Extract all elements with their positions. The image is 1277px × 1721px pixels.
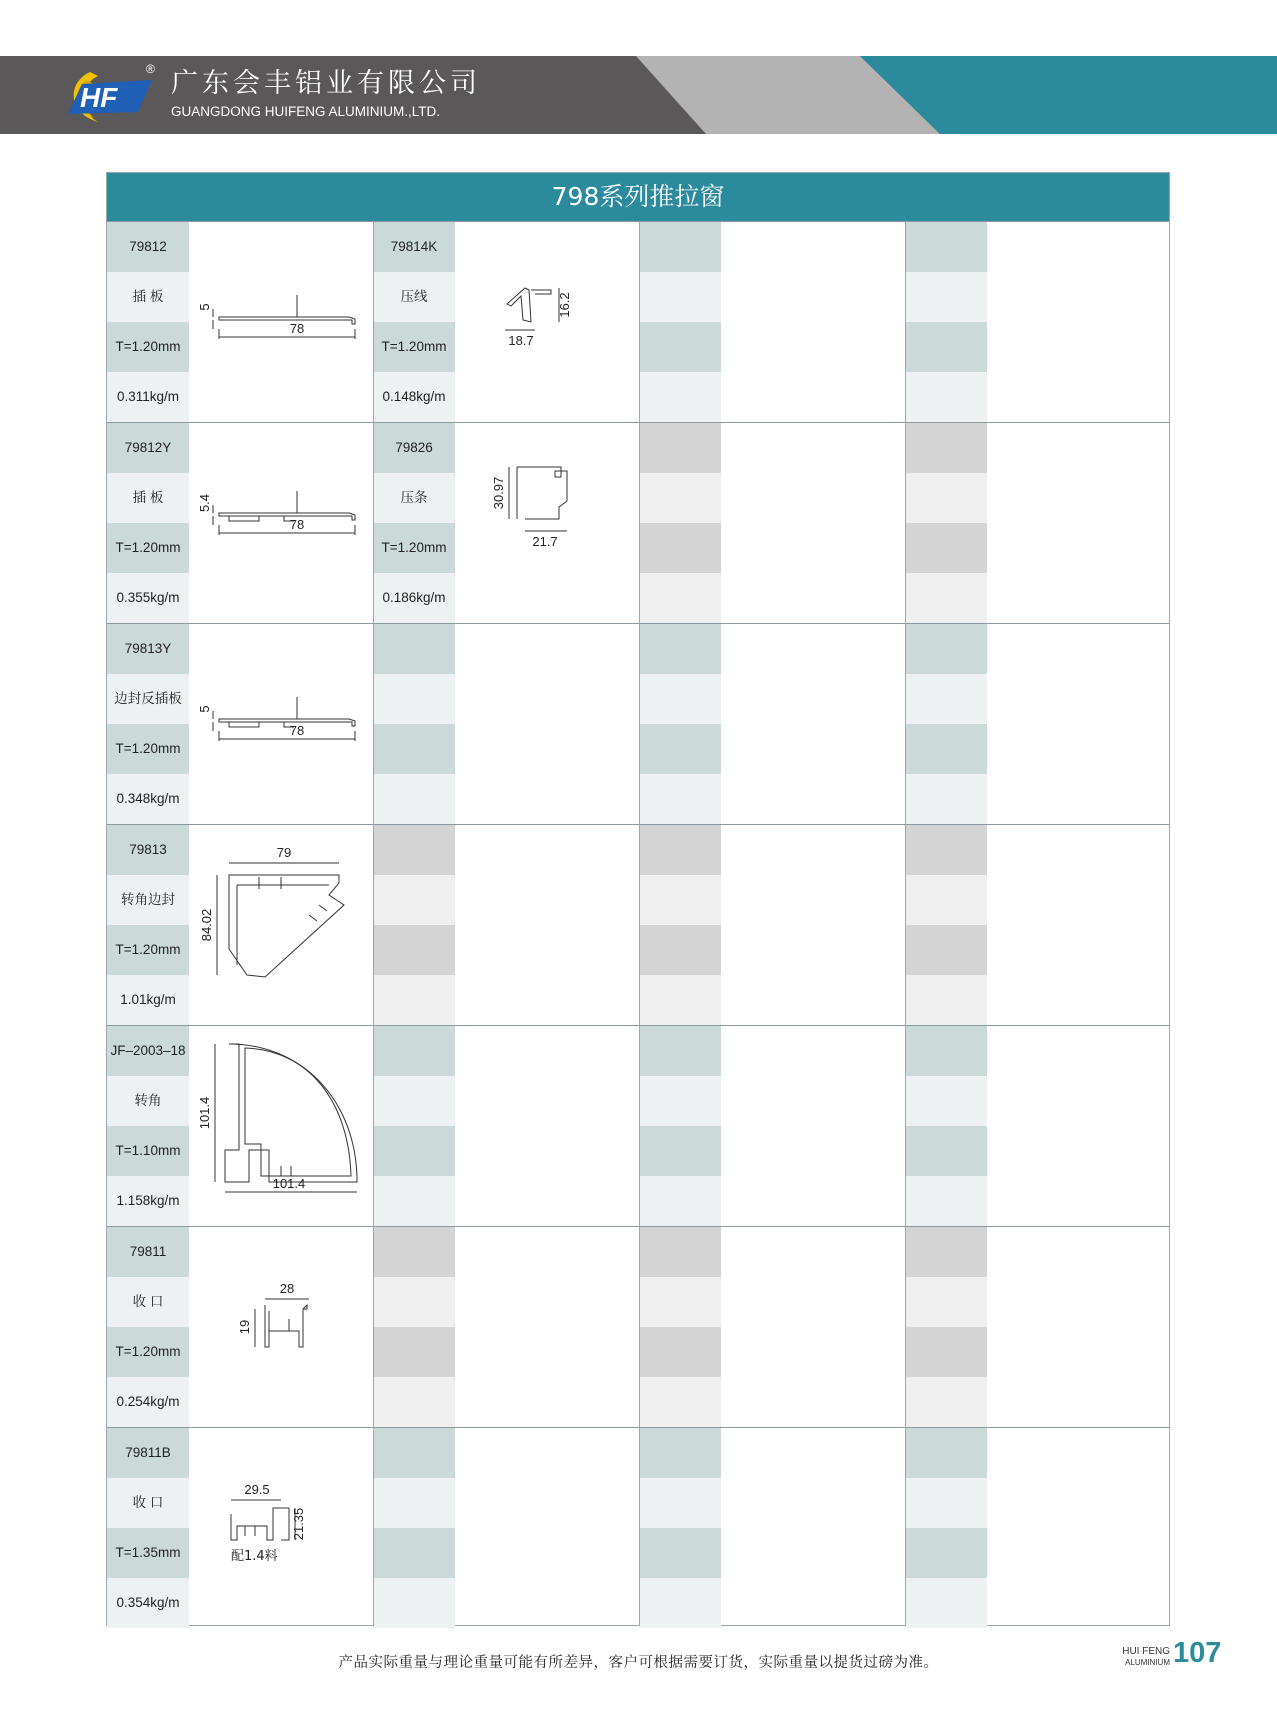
empty-label-slot	[639, 1076, 721, 1126]
empty-label-slot	[639, 272, 721, 322]
profile-shape	[507, 288, 531, 322]
empty-label-slot	[639, 1227, 721, 1277]
product-thickness: T=1.20mm	[107, 322, 189, 372]
empty-label-slot	[905, 523, 987, 573]
product-thickness: T=1.20mm	[107, 925, 189, 975]
dimension-label: 78	[289, 517, 305, 532]
product-label-column	[639, 1227, 721, 1427]
product-name: 边封反插板	[107, 674, 189, 724]
product-label-column	[107, 1026, 189, 1226]
empty-label-slot	[639, 222, 721, 272]
empty-label-slot	[373, 1076, 455, 1126]
dimension-label: 30.97	[491, 476, 506, 510]
dimension-label: 28	[279, 1281, 295, 1296]
empty-label-slot	[905, 875, 987, 925]
empty-label-slot	[905, 573, 987, 623]
empty-label-slot	[373, 875, 455, 925]
empty-label-slot	[373, 975, 455, 1025]
dimension-label: 5.4	[197, 493, 212, 513]
empty-product-cell	[373, 825, 639, 1025]
product-label-column	[107, 423, 189, 623]
empty-label-slot	[373, 1478, 455, 1528]
empty-label-slot	[373, 925, 455, 975]
product-label-column	[905, 1428, 987, 1628]
brand-line-1: HUI FENG	[1122, 1646, 1170, 1657]
empty-label-slot	[373, 1428, 455, 1478]
empty-label-slot	[639, 372, 721, 422]
product-catalog-table	[106, 172, 1170, 1626]
product-cell	[107, 222, 373, 422]
empty-product-cell	[373, 1428, 639, 1628]
profile-shape	[219, 513, 355, 520]
product-label-column	[905, 825, 987, 1025]
brand-line-2: ALUMINIUM	[1125, 1658, 1170, 1667]
profile-shape	[219, 317, 355, 324]
empty-label-slot	[639, 875, 721, 925]
product-code: 79811	[107, 1227, 189, 1277]
empty-label-slot	[639, 674, 721, 724]
product-label-column	[905, 1227, 987, 1427]
empty-label-slot	[905, 1528, 987, 1578]
catalog-row	[107, 1226, 1169, 1427]
empty-label-slot	[639, 1026, 721, 1076]
dimension-label: 29.5	[244, 1482, 270, 1497]
column-divider	[639, 221, 640, 1626]
product-label-column	[107, 1227, 189, 1427]
company-name-cn: 广东会丰铝业有限公司	[171, 68, 481, 99]
catalog-row	[107, 1427, 1169, 1628]
profile-drawing	[189, 1227, 373, 1427]
empty-product-cell	[373, 1026, 639, 1226]
product-code: 79812Y	[107, 423, 189, 473]
empty-label-slot	[905, 1277, 987, 1327]
product-name: 插 板	[107, 272, 189, 322]
empty-label-slot	[639, 825, 721, 875]
empty-label-slot	[905, 1176, 987, 1226]
empty-label-slot	[373, 1227, 455, 1277]
empty-label-slot	[373, 1176, 455, 1226]
empty-product-cell	[905, 222, 1171, 422]
empty-label-slot	[905, 322, 987, 372]
empty-label-slot	[639, 1126, 721, 1176]
product-name: 压条	[373, 473, 455, 523]
svg-text:HF: HF	[80, 82, 118, 113]
product-cell	[107, 1227, 373, 1427]
empty-label-slot	[639, 774, 721, 824]
product-label-column	[373, 1428, 455, 1628]
page-header	[0, 56, 1277, 134]
empty-label-slot	[905, 1126, 987, 1176]
empty-product-cell	[905, 423, 1171, 623]
empty-label-slot	[905, 1478, 987, 1528]
dimension-label: 16.2	[557, 292, 572, 318]
dimension-label: 5	[197, 705, 212, 713]
product-code: JF–2003–18	[107, 1026, 189, 1076]
empty-label-slot	[905, 423, 987, 473]
empty-label-slot	[905, 925, 987, 975]
profile-drawing	[189, 624, 373, 824]
empty-product-cell	[373, 1227, 639, 1427]
empty-label-slot	[905, 774, 987, 824]
empty-label-slot	[905, 624, 987, 674]
empty-label-slot	[639, 1176, 721, 1226]
profile-shape	[219, 719, 355, 726]
product-label-column	[373, 624, 455, 824]
empty-label-slot	[905, 372, 987, 422]
empty-label-slot	[373, 1528, 455, 1578]
empty-label-slot	[905, 272, 987, 322]
product-weight: 0.354kg/m	[107, 1578, 189, 1628]
product-weight: 0.348kg/m	[107, 774, 189, 824]
product-label-column	[373, 1227, 455, 1427]
product-label-column	[373, 825, 455, 1025]
profile-drawing	[189, 222, 373, 422]
registered-mark: ®	[146, 62, 155, 76]
product-weight: 0.148kg/m	[373, 372, 455, 422]
dimension-label: 79	[276, 845, 292, 860]
footer-note: 产品实际重量与理论重量可能有所差异，客户可根据需要订货，实际重量以提货过磅为准。	[338, 1655, 939, 1671]
product-name: 压线	[373, 272, 455, 322]
product-label-column	[107, 1428, 189, 1628]
product-thickness: T=1.20mm	[373, 523, 455, 573]
dimension-label: 78	[289, 723, 305, 738]
product-code: 79812	[107, 222, 189, 272]
dimension-label: 18.7	[508, 333, 534, 348]
dimension-label: 21.35	[291, 1507, 306, 1541]
product-code: 79813	[107, 825, 189, 875]
product-label-column	[107, 825, 189, 1025]
product-weight: 0.186kg/m	[373, 573, 455, 623]
empty-label-slot	[639, 1578, 721, 1628]
empty-label-slot	[373, 825, 455, 875]
dimension-label: 21.7	[532, 534, 558, 549]
empty-label-slot	[905, 1327, 987, 1377]
product-label-column	[639, 222, 721, 422]
empty-label-slot	[905, 975, 987, 1025]
product-thickness: T=1.20mm	[107, 523, 189, 573]
product-name: 转角边封	[107, 875, 189, 925]
empty-label-slot	[639, 473, 721, 523]
profile-shape	[231, 1508, 289, 1540]
dimension-label: 78	[289, 321, 305, 336]
empty-label-slot	[639, 925, 721, 975]
column-divider	[905, 221, 906, 1626]
empty-product-cell	[639, 1026, 905, 1226]
product-label-column	[373, 222, 455, 422]
profile-drawing	[189, 423, 373, 623]
empty-label-slot	[639, 573, 721, 623]
empty-label-slot	[905, 825, 987, 875]
page-number: 107	[1173, 1637, 1222, 1669]
empty-label-slot	[905, 674, 987, 724]
empty-label-slot	[639, 1428, 721, 1478]
product-cell	[373, 423, 639, 623]
profile-drawing	[455, 423, 639, 623]
dimension-label: 101.4	[272, 1176, 306, 1191]
profile-note: 配1.4料	[231, 1549, 278, 1564]
product-cell	[107, 1026, 373, 1226]
empty-label-slot	[373, 1578, 455, 1628]
empty-product-cell	[373, 624, 639, 824]
empty-label-slot	[905, 1076, 987, 1126]
empty-label-slot	[373, 1277, 455, 1327]
empty-product-cell	[639, 222, 905, 422]
product-weight: 0.311kg/m	[107, 372, 189, 422]
profile-drawing	[189, 1026, 373, 1226]
product-code: 79811B	[107, 1428, 189, 1478]
product-thickness: T=1.10mm	[107, 1126, 189, 1176]
empty-label-slot	[639, 1478, 721, 1528]
product-label-column	[905, 1026, 987, 1226]
product-label-column	[639, 624, 721, 824]
empty-product-cell	[905, 624, 1171, 824]
catalog-row	[107, 221, 1169, 422]
catalog-title: 798系列推拉窗	[107, 173, 1169, 221]
dimension-label: 19	[237, 1319, 252, 1335]
empty-label-slot	[639, 1277, 721, 1327]
empty-product-cell	[905, 1227, 1171, 1427]
product-thickness: T=1.35mm	[107, 1528, 189, 1578]
product-code: 79813Y	[107, 624, 189, 674]
product-thickness: T=1.20mm	[373, 322, 455, 372]
profile-drawing	[455, 222, 639, 422]
empty-label-slot	[905, 1428, 987, 1478]
empty-label-slot	[373, 774, 455, 824]
product-weight: 0.355kg/m	[107, 573, 189, 623]
product-label-column	[639, 1428, 721, 1628]
empty-label-slot	[905, 473, 987, 523]
empty-product-cell	[639, 1227, 905, 1427]
profile-drawing	[189, 825, 373, 1025]
empty-label-slot	[639, 1528, 721, 1578]
product-thickness: T=1.20mm	[107, 724, 189, 774]
product-thickness: T=1.20mm	[107, 1327, 189, 1377]
product-label-column	[373, 1026, 455, 1226]
column-divider	[373, 221, 374, 1626]
empty-label-slot	[905, 724, 987, 774]
profile-drawing	[189, 1428, 373, 1628]
empty-label-slot	[905, 1026, 987, 1076]
empty-label-slot	[639, 523, 721, 573]
dimension-label: 84.02	[199, 908, 214, 942]
footer-brand	[1110, 1646, 1170, 1668]
empty-label-slot	[905, 1227, 987, 1277]
empty-label-slot	[905, 222, 987, 272]
empty-product-cell	[905, 1428, 1171, 1628]
dimension-label: 101.4	[197, 1096, 212, 1130]
empty-product-cell	[905, 1026, 1171, 1226]
empty-product-cell	[639, 423, 905, 623]
product-label-column	[373, 423, 455, 623]
catalog-row	[107, 623, 1169, 824]
company-name-en: GUANGDONG HUIFENG ALUMINIUM.,LTD.	[171, 104, 441, 119]
product-label-column	[639, 1026, 721, 1226]
empty-product-cell	[639, 624, 905, 824]
product-cell	[107, 825, 373, 1025]
empty-product-cell	[639, 1428, 905, 1628]
empty-label-slot	[639, 724, 721, 774]
product-label-column	[905, 222, 987, 422]
product-cell	[107, 624, 373, 824]
profile-shape	[229, 875, 344, 977]
empty-label-slot	[373, 624, 455, 674]
product-name: 转角	[107, 1076, 189, 1126]
product-label-column	[905, 624, 987, 824]
empty-label-slot	[373, 1126, 455, 1176]
catalog-row	[107, 422, 1169, 623]
empty-label-slot	[905, 1377, 987, 1427]
product-cell	[107, 1428, 373, 1628]
empty-label-slot	[373, 724, 455, 774]
empty-label-slot	[639, 322, 721, 372]
profile-shape	[517, 467, 567, 519]
product-name: 收 口	[107, 1478, 189, 1528]
product-weight: 0.254kg/m	[107, 1377, 189, 1427]
empty-label-slot	[639, 1377, 721, 1427]
empty-label-slot	[373, 1377, 455, 1427]
product-label-column	[639, 423, 721, 623]
product-label-column	[107, 624, 189, 824]
catalog-row	[107, 824, 1169, 1025]
empty-label-slot	[373, 1026, 455, 1076]
empty-label-slot	[373, 1327, 455, 1377]
product-code: 79814K	[373, 222, 455, 272]
empty-label-slot	[639, 624, 721, 674]
product-cell	[107, 423, 373, 623]
product-label-column	[639, 825, 721, 1025]
product-label-column	[905, 423, 987, 623]
product-weight: 1.158kg/m	[107, 1176, 189, 1226]
product-name: 插 板	[107, 473, 189, 523]
product-label-column	[107, 222, 189, 422]
empty-product-cell	[639, 825, 905, 1025]
catalog-row	[107, 1025, 1169, 1226]
dimension-label: 5	[197, 303, 212, 311]
empty-label-slot	[639, 423, 721, 473]
profile-shape	[265, 1305, 307, 1347]
product-name: 收 口	[107, 1277, 189, 1327]
empty-label-slot	[373, 674, 455, 724]
product-weight: 1.01kg/m	[107, 975, 189, 1025]
product-cell	[373, 222, 639, 422]
empty-label-slot	[905, 1578, 987, 1628]
empty-label-slot	[639, 975, 721, 1025]
empty-product-cell	[905, 825, 1171, 1025]
empty-label-slot	[639, 1327, 721, 1377]
product-code: 79826	[373, 423, 455, 473]
